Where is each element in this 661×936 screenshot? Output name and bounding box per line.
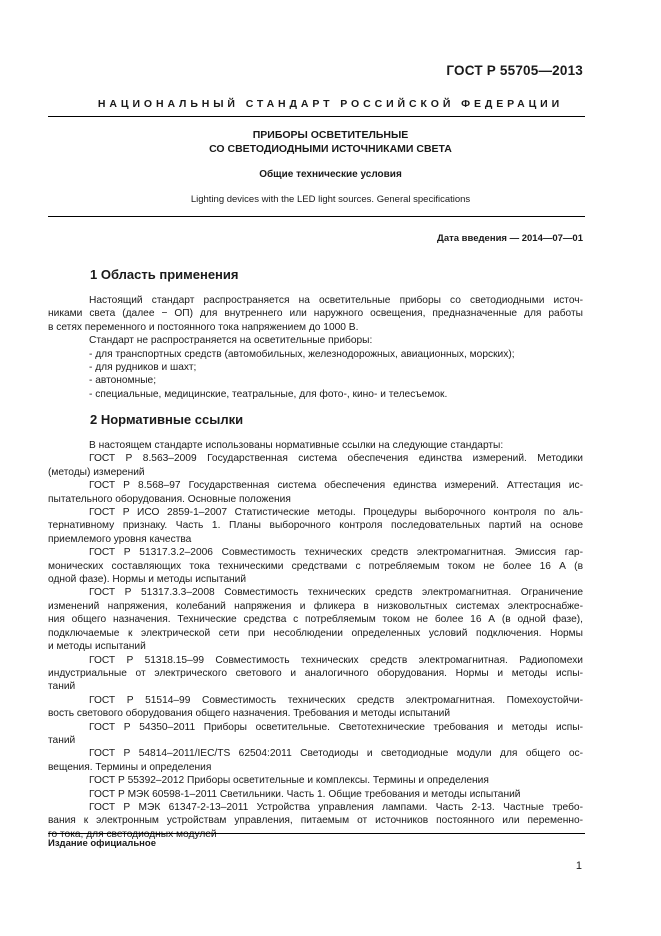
reference-line: ГОСТ Р 8.568–97 Государственная система обеспечения единства измерений. Аттестация ис- bbox=[89, 480, 583, 492]
paragraph-line: В настоящем стандарте использованы нормативные ссылки на следующие стандарты: bbox=[89, 440, 504, 451]
introduction-date: Дата введения — 2014—07—01 bbox=[437, 233, 583, 244]
reference-line: ГОСТ Р 51318.15–99 Совместимость технических средств электромагнитная. Радиопомехи bbox=[89, 654, 583, 666]
reference-line: вещения. Термины и определения bbox=[48, 761, 212, 773]
section-1-heading: 1 Область применения bbox=[90, 267, 239, 282]
reference-line: таний bbox=[48, 681, 76, 693]
reference-line: монических составляющих тока техническими средствами с потребляемым током не более 16 А (в bbox=[48, 560, 583, 572]
title-line-1: ПРИБОРЫ ОСВЕТИТЕЛЬНЫЕ bbox=[252, 129, 409, 141]
reference-line: одной фазе). Нормы и методы испытаний bbox=[48, 574, 247, 586]
paragraph-line: Настоящий стандарт распространяется на осветительные приборы со светодиодными источ- bbox=[89, 295, 583, 306]
reference-line: и методы испытаний bbox=[48, 641, 146, 653]
reference-line: таний bbox=[48, 734, 76, 746]
title-line-2: СО СВЕТОДИОДНЫМИ ИСТОЧНИКАМИ СВЕТА bbox=[209, 143, 452, 155]
english-title: Lighting devices with the LED light sources. General specifications bbox=[190, 194, 471, 205]
list-item: - автономные; bbox=[89, 375, 157, 387]
subtitle: Общие технические условия bbox=[259, 169, 402, 180]
national-standard-heading: НАЦИОНАЛЬНЫЙ СТАНДАРТ РОССИЙСКОЙ ФЕДЕРАЦИИ bbox=[97, 98, 564, 110]
section-1-body bbox=[48, 294, 583, 401]
reference-line: ГОСТ Р ИСО 2859-1–2007 Статистические методы. Процедуры выборочного контроля по аль- bbox=[89, 507, 583, 519]
list-item: - специальные, медицинские, театральные, для фото-, кино- и телесъемок. bbox=[89, 388, 448, 400]
reference-line: ГОСТ Р 51317.3.3–2008 Совместимость технических средств электромагнитная. Ограничение bbox=[89, 587, 583, 599]
reference-line: вания к электронным устройствам управления, питаемым от источников постоянного или переменно- bbox=[48, 815, 583, 827]
reference-line: ГОСТ Р 54350–2011 Приборы осветительные. Светотехнические требования и методы испы- bbox=[89, 721, 583, 733]
reference-line: подключаемые к электрической сети при несоблюдении определенных условий подключения. Нормы bbox=[48, 627, 583, 639]
reference-line: ГОСТ Р 54814–2011/IEC/TS 62504:2011 Светодиоды и светодиодные модули для общего ос- bbox=[89, 748, 583, 760]
reference-line: ГОСТ Р 51514–99 Совместимость технических средств электромагнитная. Помехоустойчи- bbox=[89, 694, 583, 706]
title-rule bbox=[48, 216, 585, 217]
reference-line: индустриальные от электрического светового и аналогичного оборудования. Нормы и методы испы- bbox=[48, 667, 583, 679]
header-rule bbox=[48, 116, 585, 117]
reference-line: тернативному признаку. Часть 1. Планы выборочного контроля последовательных партий на основе bbox=[48, 520, 583, 532]
reference-line: ГОСТ Р 55392–2012 Приборы осветительные и комплексы. Термины и определения bbox=[89, 775, 489, 787]
paragraph-line: никами света (далее − ОП) для внутреннего или наружного освещения, предназначенные для работы bbox=[48, 308, 583, 320]
reference-line: го тока, для светодиодных модулей bbox=[48, 828, 217, 840]
reference-line: ния общего назначения. Технические средства с потребляемым током не более 16 А (в одной фазе), bbox=[48, 614, 583, 626]
official-edition-label: Издание официальное bbox=[48, 838, 156, 849]
paragraph-line: в сетях переменного и постоянного тока напряжением до 1000 В. bbox=[48, 321, 359, 333]
list-item: - для транспортных средств (автомобильных, железнодорожных, авиационных, морских); bbox=[89, 348, 515, 360]
list-item: - для рудников и шахт; bbox=[89, 362, 197, 374]
footer-rule bbox=[48, 833, 585, 834]
standard-number: ГОСТ Р 55705—2013 bbox=[446, 63, 583, 78]
reference-line: приемлемого уровня качества bbox=[48, 533, 192, 545]
reference-line: ГОСТ Р МЭК 61347-2-13–2011 Устройства управления лампами. Часть 2-13. Частные требо- bbox=[89, 801, 583, 813]
reference-line: (методы) измерений bbox=[48, 466, 145, 478]
reference-line: изменений напряжения, колебаний напряжения и фликера в низковольтных системах электроснабже- bbox=[48, 600, 583, 612]
reference-line: пытательного оборудования. Основные положения bbox=[48, 493, 291, 505]
paragraph-line: Стандарт не распространяется на осветительные приборы: bbox=[89, 335, 373, 347]
section-2-heading: 2 Нормативные ссылки bbox=[90, 412, 244, 427]
reference-line: ГОСТ Р МЭК 60598-1–2011 Светильники. Часть 1. Общие требования и методы испытаний bbox=[89, 788, 521, 800]
reference-line: вость светового оборудования общего назначения. Требования и методы испытаний bbox=[48, 708, 451, 720]
section-2-body bbox=[48, 439, 583, 841]
page-number: 1 bbox=[575, 860, 582, 872]
reference-line: ГОСТ Р 51317.3.2–2006 Совместимость технических средств электромагнитная. Эмиссия гар- bbox=[89, 547, 583, 559]
reference-line: ГОСТ Р 8.563–2009 Государственная система обеспечения единства измерений. Методики bbox=[89, 453, 583, 465]
